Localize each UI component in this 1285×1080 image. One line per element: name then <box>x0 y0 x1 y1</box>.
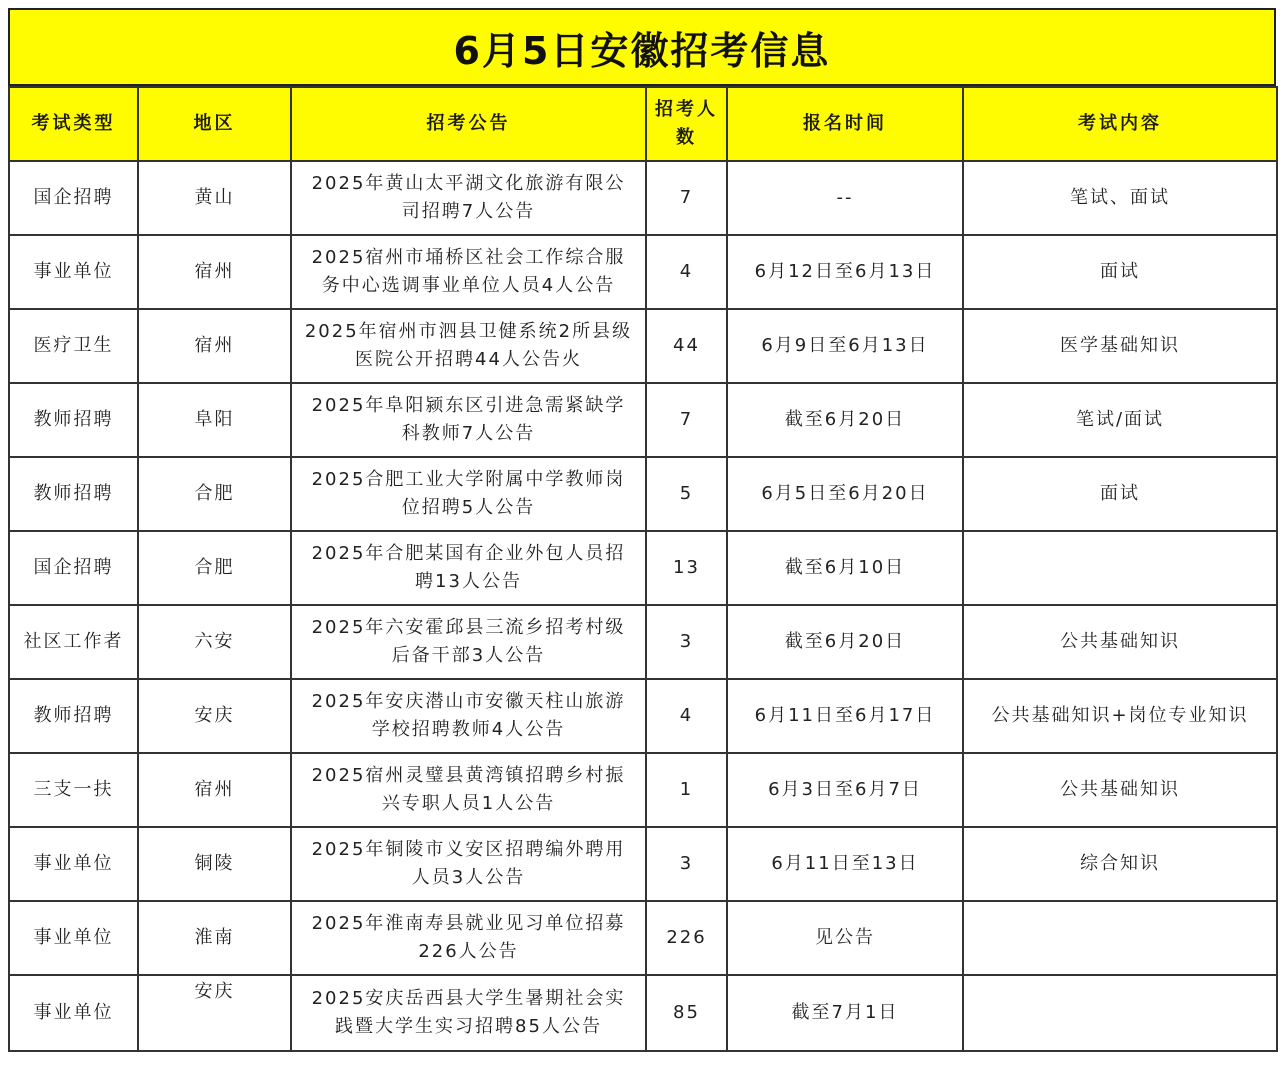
notice-text: 2025年黄山太平湖文化旅游有限公司招聘7人公告 <box>311 173 626 222</box>
cell-exam-type: 事业单位 <box>9 235 138 309</box>
table-row <box>9 827 1277 901</box>
cell-exam-content: 公共基础知识+岗位专业知识 <box>963 679 1277 753</box>
cell-exam-content: 面试 <box>963 457 1277 531</box>
cell-count: 3 <box>646 827 727 901</box>
notice-text: 2025年淮南寿县就业见习单位招募226人公告 <box>311 913 626 962</box>
table-row <box>9 975 1277 1051</box>
sheet-title: 6月5日安徽招考信息 <box>8 8 1276 86</box>
cell-exam-content: 公共基础知识 <box>963 753 1277 827</box>
cell-count: 4 <box>646 235 727 309</box>
cell-count: 1 <box>646 753 727 827</box>
cell-region: 宿州 <box>138 235 291 309</box>
cell-exam-content: 笔试/面试 <box>963 383 1277 457</box>
header-registration-time: 报名时间 <box>727 87 963 161</box>
table-row <box>9 383 1277 457</box>
notice-text: 2025年铜陵市义安区招聘编外聘用人员3人公告 <box>311 839 626 888</box>
header-count: 招考人数 <box>646 87 727 161</box>
cell-notice <box>291 679 646 753</box>
cell-exam-content <box>963 531 1277 605</box>
notice-text: 2025合肥工业大学附属中学教师岗位招聘5人公告 <box>311 469 626 518</box>
cell-registration-time: 6月11日至6月17日 <box>727 679 963 753</box>
cell-region: 合肥 <box>138 457 291 531</box>
cell-notice <box>291 531 646 605</box>
cell-notice <box>291 605 646 679</box>
table-row <box>9 161 1277 235</box>
table-row <box>9 309 1277 383</box>
notice-text: 2025宿州市埇桥区社会工作综合服务中心选调事业单位人员4人公告 <box>311 247 626 296</box>
recruitment-table <box>8 86 1278 1052</box>
cell-exam-type: 国企招聘 <box>9 161 138 235</box>
cell-exam-type: 国企招聘 <box>9 531 138 605</box>
cell-count: 7 <box>646 383 727 457</box>
notice-text: 2025宿州灵璧县黄湾镇招聘乡村振兴专职人员1人公告 <box>311 765 626 814</box>
cell-exam-type: 三支一扶 <box>9 753 138 827</box>
table-row <box>9 235 1277 309</box>
header-exam-content: 考试内容 <box>963 87 1277 161</box>
cell-region: 宿州 <box>138 309 291 383</box>
table-row <box>9 605 1277 679</box>
cell-exam-type: 教师招聘 <box>9 679 138 753</box>
cell-registration-time: 截至7月1日 <box>727 975 963 1051</box>
cell-notice <box>291 901 646 975</box>
cell-exam-content: 综合知识 <box>963 827 1277 901</box>
cell-exam-type: 事业单位 <box>9 901 138 975</box>
cell-exam-type: 事业单位 <box>9 975 138 1051</box>
cell-region: 六安 <box>138 605 291 679</box>
cell-region: 合肥 <box>138 531 291 605</box>
cell-notice <box>291 975 646 1051</box>
cell-count: 85 <box>646 975 727 1051</box>
cell-exam-type: 教师招聘 <box>9 457 138 531</box>
cell-exam-content: 面试 <box>963 235 1277 309</box>
cell-exam-content: 公共基础知识 <box>963 605 1277 679</box>
table-row <box>9 679 1277 753</box>
table-row <box>9 457 1277 531</box>
cell-region: 黄山 <box>138 161 291 235</box>
cell-registration-time: 6月11日至13日 <box>727 827 963 901</box>
cell-region: 铜陵 <box>138 827 291 901</box>
cell-count: 7 <box>646 161 727 235</box>
cell-registration-time: 6月3日至6月7日 <box>727 753 963 827</box>
cell-region: 安庆 <box>138 975 291 1051</box>
table-row <box>9 531 1277 605</box>
cell-exam-content <box>963 901 1277 975</box>
cell-exam-content: 医学基础知识 <box>963 309 1277 383</box>
notice-text: 2025年宿州市泗县卫健系统2所县级医院公开招聘44人公告火 <box>304 321 633 370</box>
cell-registration-time: 6月12日至6月13日 <box>727 235 963 309</box>
cell-exam-type: 事业单位 <box>9 827 138 901</box>
notice-text: 2025安庆岳西县大学生暑期社会实践暨大学生实习招聘85人公告 <box>311 988 626 1037</box>
cell-count: 13 <box>646 531 727 605</box>
cell-notice <box>291 827 646 901</box>
cell-notice <box>291 383 646 457</box>
notice-text: 2025年阜阳颍东区引进急需紧缺学科教师7人公告 <box>311 395 626 444</box>
header-region: 地区 <box>138 87 291 161</box>
cell-region: 淮南 <box>138 901 291 975</box>
cell-notice <box>291 235 646 309</box>
cell-count: 3 <box>646 605 727 679</box>
cell-registration-time: 6月9日至6月13日 <box>727 309 963 383</box>
cell-count: 226 <box>646 901 727 975</box>
cell-region: 阜阳 <box>138 383 291 457</box>
cell-registration-time: 截至6月20日 <box>727 383 963 457</box>
notice-text: 2025年安庆潜山市安徽天柱山旅游学校招聘教师4人公告 <box>311 691 626 740</box>
notice-text: 2025年六安霍邱县三流乡招考村级后备干部3人公告 <box>311 617 626 666</box>
cell-registration-time: 截至6月10日 <box>727 531 963 605</box>
cell-registration-time: -- <box>727 161 963 235</box>
cell-exam-type: 医疗卫生 <box>9 309 138 383</box>
recruitment-sheet <box>8 8 1276 1072</box>
table-row <box>9 901 1277 975</box>
cell-notice <box>291 753 646 827</box>
cell-notice <box>291 161 646 235</box>
cell-count: 4 <box>646 679 727 753</box>
header-exam-type: 考试类型 <box>9 87 138 161</box>
header-row <box>9 87 1277 161</box>
cell-exam-content <box>963 975 1277 1051</box>
notice-text: 2025年合肥某国有企业外包人员招聘13人公告 <box>311 543 626 592</box>
cell-region: 安庆 <box>138 679 291 753</box>
cell-exam-type: 教师招聘 <box>9 383 138 457</box>
header-notice: 招考公告 <box>291 87 646 161</box>
cell-notice <box>291 309 646 383</box>
table-row <box>9 753 1277 827</box>
cell-count: 44 <box>646 309 727 383</box>
cell-notice <box>291 457 646 531</box>
cell-registration-time: 6月5日至6月20日 <box>727 457 963 531</box>
cell-region: 宿州 <box>138 753 291 827</box>
cell-exam-type: 社区工作者 <box>9 605 138 679</box>
cell-registration-time: 见公告 <box>727 901 963 975</box>
cell-count: 5 <box>646 457 727 531</box>
cell-exam-content: 笔试、面试 <box>963 161 1277 235</box>
cell-registration-time: 截至6月20日 <box>727 605 963 679</box>
